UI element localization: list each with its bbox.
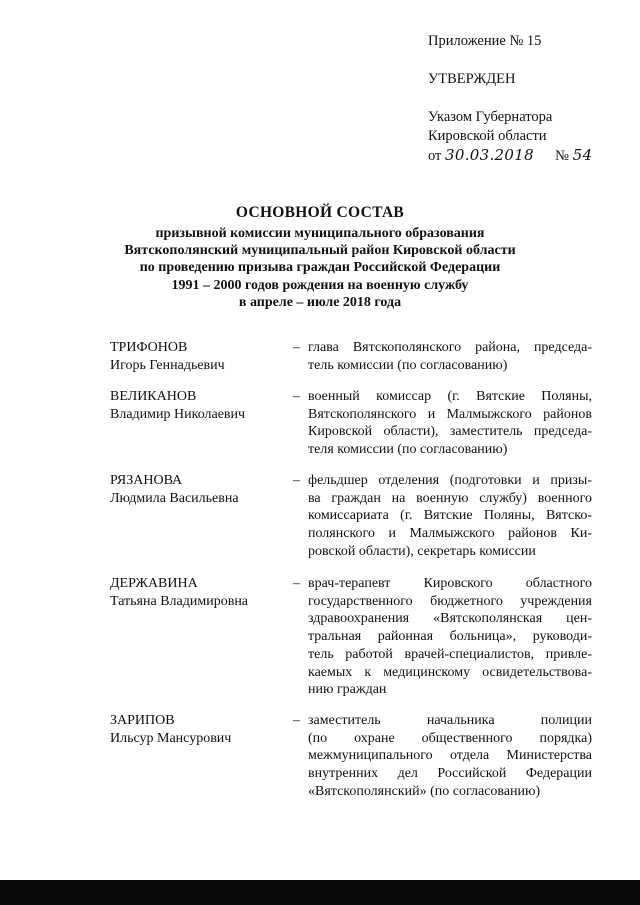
- role-line: межмуниципального отдела Министерства: [308, 748, 592, 764]
- role-line: военный комиссар (г. Вятские Поляны,: [308, 389, 592, 404]
- member-given-names: Владимир Николаевич: [110, 406, 246, 422]
- decree-number: 54: [572, 146, 593, 164]
- role-line: ва граждан на военную службу) военного: [308, 490, 592, 506]
- role-line: тральная районная больница», руководи-: [308, 629, 592, 645]
- role-line: государственного бюджетного учреждения: [308, 593, 592, 609]
- member-role: [308, 575, 592, 699]
- decree-line-1: Указом Губернатора: [428, 109, 553, 125]
- role-line: теля комиссии (по согласованию): [308, 442, 508, 458]
- separator-dash: –: [293, 576, 300, 591]
- subtitle-line-5: в апреле – июле 2018 года: [238, 294, 402, 310]
- member-given-names: Людмила Васильевна: [110, 490, 239, 506]
- role-line: (по охране общественного порядка): [308, 730, 592, 746]
- role-line: «Вятскополянский» (по согласованию): [308, 783, 541, 799]
- member-name: [110, 388, 285, 423]
- member-surname: ВЕЛИКАНОВ: [110, 389, 197, 404]
- decree-date: 30.03.2018: [445, 146, 534, 164]
- separator-dash: –: [293, 713, 300, 728]
- role-line: заместитель начальника полиции: [308, 713, 592, 728]
- number-prefix: №: [555, 148, 570, 164]
- member-given-names: Ильсур Мансурович: [110, 730, 232, 746]
- member-role: [308, 712, 592, 801]
- member-surname: ТРИФОНОВ: [110, 340, 188, 355]
- member-given-names: Игорь Геннадьевич: [110, 357, 225, 373]
- member-role: [308, 472, 592, 561]
- appendix-label: Приложение № 15: [428, 33, 542, 49]
- scan-bottom-edge: [0, 880, 640, 905]
- approval-header: [428, 32, 592, 166]
- member-role: [308, 339, 592, 374]
- document-subtitle: [0, 225, 640, 311]
- subtitle-line-4: 1991 – 2000 годов рождения на военную службу: [171, 277, 469, 293]
- member-role: [308, 388, 592, 459]
- member-surname: РЯЗАНОВА: [110, 473, 183, 488]
- role-line: внутренних дел Российской Федерации: [308, 766, 592, 782]
- approved-label: УТВЕРЖДЕН: [428, 71, 516, 87]
- separator-dash: –: [293, 389, 300, 404]
- role-line: ровской области), секретарь комиссии: [308, 543, 536, 559]
- role-line: Кировской области), заместитель председа-: [308, 424, 592, 440]
- role-line: Вятскополянского и Малмыжского районов: [308, 406, 592, 422]
- member-name: [110, 712, 285, 747]
- member-name: [110, 575, 285, 610]
- document-title: ОСНОВНОЙ СОСТАВ: [235, 204, 405, 221]
- role-line: тель работой врачей-специалистов, привле-: [308, 646, 592, 662]
- role-line: здравоохранения «Вятскополянская цен-: [308, 611, 592, 627]
- subtitle-line-1: призывной комиссии муниципального образования: [155, 226, 485, 241]
- separator-dash: –: [293, 340, 300, 355]
- member-name: [110, 472, 285, 507]
- member-surname: ЗАРИПОВ: [110, 713, 175, 728]
- role-line: комиссариата (г. Вятские Поляны, Вятско-: [308, 508, 592, 524]
- role-line: каемых к медицинскому освидетельствова-: [308, 664, 592, 680]
- date-prefix: от: [428, 148, 442, 164]
- decree-line-2: Кировской области: [428, 128, 547, 144]
- role-line: полянского и Малмыжского районов Ки-: [308, 526, 592, 542]
- role-line: глава Вятскополянского района, председа-: [308, 340, 592, 355]
- subtitle-line-3: по проведению призыва граждан Российской Федерации: [139, 260, 501, 276]
- role-line: фельдшер отделения (подготовки и призы-: [308, 473, 592, 488]
- decree-date-line: [428, 146, 592, 166]
- role-line: врач-терапевт Кировского областного: [308, 576, 592, 591]
- member-given-names: Татьяна Владимировна: [110, 593, 249, 609]
- member-surname: ДЕРЖАВИНА: [110, 576, 198, 591]
- member-name: [110, 339, 285, 374]
- subtitle-line-2: Вятскополянский муниципальный район Кировской области: [124, 243, 516, 259]
- separator-dash: –: [293, 473, 300, 488]
- role-line: тель комиссии (по согласованию): [308, 357, 508, 373]
- role-line: нию граждан: [308, 682, 387, 698]
